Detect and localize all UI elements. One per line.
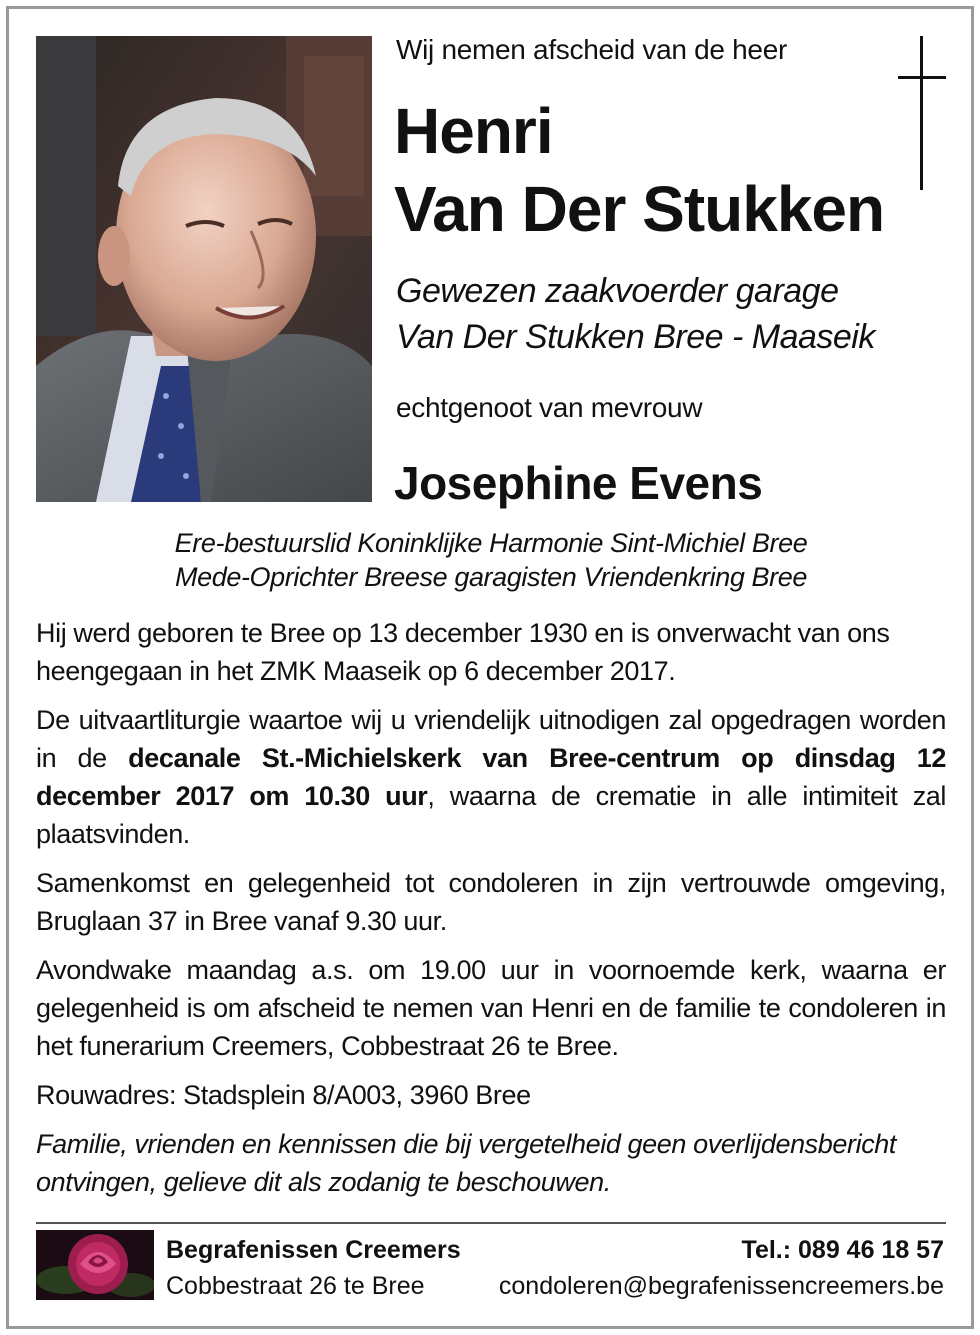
gathering-paragraph: Samenkomst en gelegenheid tot condoleren in zijn vertrouwde omgeving, Bruglaan 37 in Bree vanaf 9.30 uur. — [36, 868, 946, 936]
rose-image — [36, 1230, 154, 1300]
funeral-home-phone: Tel.: 089 46 18 57 — [741, 1236, 944, 1264]
funeral-home-address: Cobbestraat 26 te Bree — [166, 1272, 425, 1300]
funeral-service-end: , waarna de crematie in alle intimiteit zal plaatsvinden. — [36, 781, 947, 849]
funeral-service-location: decanale St.-Michielskerk van Bree-centrum op dinsdag 12 december 2017 om 10.30 uur — [36, 743, 946, 811]
occupation — [396, 268, 875, 360]
honors — [36, 526, 946, 594]
intro-text: Wij nemen afscheid van de heer — [396, 34, 787, 65]
closing-note: Familie, vrienden en kennissen die bij vergetelheid geen overlijdensbericht ontvingen, gelieve dit als zodanig te beschouwen. — [36, 1129, 897, 1197]
funeral-home-email[interactable]: condoleren@begrafenissencreemers.be — [498, 1272, 944, 1300]
wake-paragraph: Avondwake maandag a.s. om 19.00 uur in voornoemde kerk, waarna er gelegenheid is om afscheid te nemen van Henri en de familie te condoleren in het funerarium Creemers, Cobbestraat 26 te Bree. — [36, 955, 946, 1061]
cross-icon — [898, 36, 946, 190]
birth-death-paragraph: Hij werd geboren te Bree op 13 december 1930 en is onverwacht van ons heengegaan in het ZMK Maaseik op 6 december 2017. — [36, 618, 890, 686]
funeral-service-intro: De uitvaartliturgie waartoe wij u vriendelijk uitnodigen zal opgedragen worden in de — [36, 705, 946, 773]
footer-divider — [36, 1222, 946, 1224]
deceased-last-name: Van Der Stukken — [394, 173, 885, 245]
notice-body — [36, 614, 946, 1212]
funeral-home-name: Begrafenissen Creemers — [166, 1236, 461, 1264]
deceased-first-name: Henri — [394, 95, 553, 167]
honors-line-1: Ere-bestuurslid Koninklijke Harmonie Sint-Michiel Bree — [174, 528, 808, 558]
occupation-line-2: Van Der Stukken Bree - Maaseik — [396, 318, 875, 356]
funeral-service-paragraph — [36, 701, 946, 853]
occupation-line-1: Gewezen zaakvoerder garage — [396, 272, 839, 310]
mourning-address: Rouwadres: Stadsplein 8/A003, 3960 Bree — [36, 1080, 531, 1110]
deceased-name — [394, 92, 884, 248]
portrait-photo — [36, 36, 372, 502]
honors-line-2: Mede-Oprichter Breese garagisten Vriendenkring Bree — [175, 562, 807, 592]
spouse-name: Josephine Evens — [394, 457, 763, 509]
spouse-label: echtgenoot van mevrouw — [396, 392, 703, 423]
